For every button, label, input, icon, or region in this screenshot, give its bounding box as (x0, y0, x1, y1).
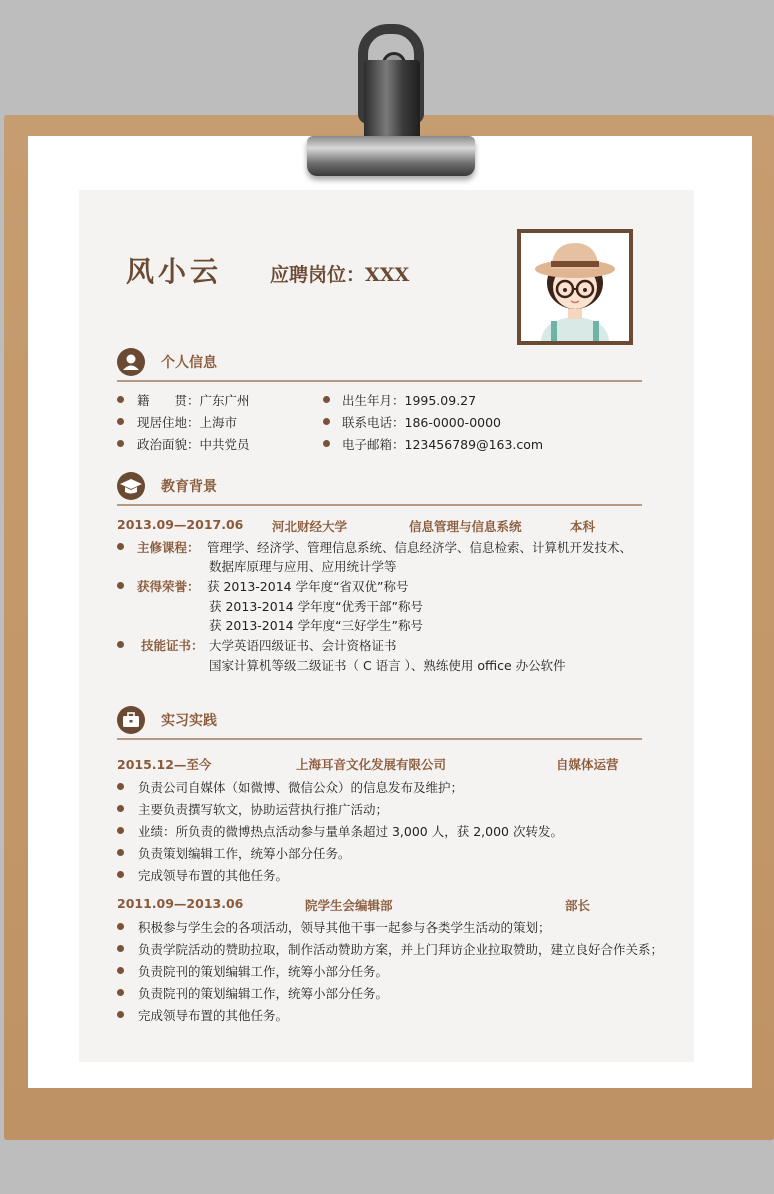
info-email: 电子邮箱：123456789@163.com (342, 437, 544, 452)
bullet-icon (117, 1011, 124, 1018)
section-title: 教育背景 (161, 479, 217, 495)
courses-line: 数据库原理与应用、应用统计学等 (209, 559, 397, 574)
job-org: 院学生会编辑部 (305, 898, 393, 913)
bullet-icon (117, 923, 124, 930)
job-item: 负责学院活动的赞助拉取，制作活动赞助方案，并上门拜访企业拉取赞助，建立良好合作关系； (138, 942, 664, 957)
section-title: 个人信息 (161, 355, 217, 371)
info-phone: 联系电话：186-0000-0000 (342, 415, 502, 430)
job-role: 部长 (565, 898, 591, 913)
bullet-icon (323, 396, 330, 403)
bullet-icon (117, 989, 124, 996)
bullet-icon (117, 440, 124, 447)
bullet-icon (323, 440, 330, 447)
job-item: 业绩：所负责的微博热点活动参与量单条超过 3,000 人，获 2,000 次转发。 (138, 824, 563, 839)
clip-body (364, 60, 420, 142)
bullet-icon (117, 849, 124, 856)
avatar-illustration-icon (521, 233, 629, 341)
graduation-cap-icon (117, 472, 145, 500)
job-item: 主要负责撰写软文，协助运营执行推广活动； (138, 802, 389, 817)
info-political: 政治面貌：中共党员 (137, 437, 250, 452)
user-icon (117, 348, 145, 376)
bullet-icon (117, 582, 124, 589)
bullet-icon (117, 871, 124, 878)
bullet-icon (117, 418, 124, 425)
section-personal-header (117, 348, 642, 378)
section-education-header (117, 472, 642, 502)
bullet-icon (117, 967, 124, 974)
info-hometown: 籍 贯：广东广州 (137, 393, 250, 408)
bullet-icon (117, 396, 124, 403)
avatar (517, 229, 633, 345)
job-period: 2011.09—2013.06 (117, 896, 244, 911)
edu-degree: 本科 (570, 519, 596, 534)
bullet-icon (117, 543, 124, 550)
applied-position: 应聘岗位：XXX (270, 264, 410, 286)
honors-label: 获得荣誉： (137, 579, 200, 594)
info-residence: 现居住地：上海市 (137, 415, 238, 430)
briefcase-icon (117, 706, 145, 734)
cert-line: 国家计算机等级二级证书（ C 语言 ）、熟练使用 office 办公软件 (209, 658, 566, 673)
honor-line: 获 2013-2014 学年度“省双优”称号 (207, 579, 409, 594)
job-period: 2015.12—至今 (117, 757, 212, 772)
courses-line: 管理学、经济学、管理信息系统、信息经济学、信息检索、计算机开发技术、 (207, 540, 633, 555)
candidate-name: 风小云 (126, 255, 223, 288)
certs-label: 技能证书： (141, 638, 204, 653)
edu-period: 2013.09—2017.06 (117, 517, 244, 532)
section-divider (117, 380, 642, 382)
bullet-icon (117, 641, 124, 648)
edu-major: 信息管理与信息系统 (409, 519, 522, 534)
job-item: 负责策划编辑工作，统筹小部分任务。 (138, 846, 351, 861)
cert-line: 大学英语四级证书、会计资格证书 (209, 638, 397, 653)
bullet-icon (117, 805, 124, 812)
section-divider (117, 504, 642, 506)
bullet-icon (117, 945, 124, 952)
section-internship-header (117, 706, 642, 736)
job-org: 上海耳音文化发展有限公司 (296, 757, 447, 772)
honor-line: 获 2013-2014 学年度“三好学生”称号 (209, 618, 424, 633)
job-item: 负责公司自媒体（如微博、微信公众）的信息发布及维护； (138, 780, 464, 795)
clip-base (307, 136, 475, 176)
job-item: 负责院刊的策划编辑工作，统筹小部分任务。 (138, 986, 389, 1001)
section-divider (117, 738, 642, 740)
job-role: 自媒体运营 (556, 757, 619, 772)
bullet-icon (117, 827, 124, 834)
bullet-icon (117, 783, 124, 790)
info-birth: 出生年月：1995.09.27 (342, 393, 477, 408)
honor-line: 获 2013-2014 学年度“优秀干部”称号 (209, 599, 424, 614)
job-item: 完成领导布置的其他任务。 (138, 1008, 289, 1023)
section-title: 实习实践 (161, 713, 217, 729)
job-item: 完成领导布置的其他任务。 (138, 868, 289, 883)
job-item: 负责院刊的策划编辑工作，统筹小部分任务。 (138, 964, 389, 979)
bullet-icon (323, 418, 330, 425)
job-item: 积极参与学生会的各项活动，领导其他干事一起参与各类学生活动的策划； (138, 920, 551, 935)
edu-school: 河北财经大学 (272, 519, 348, 534)
courses-label: 主修课程： (137, 540, 200, 555)
